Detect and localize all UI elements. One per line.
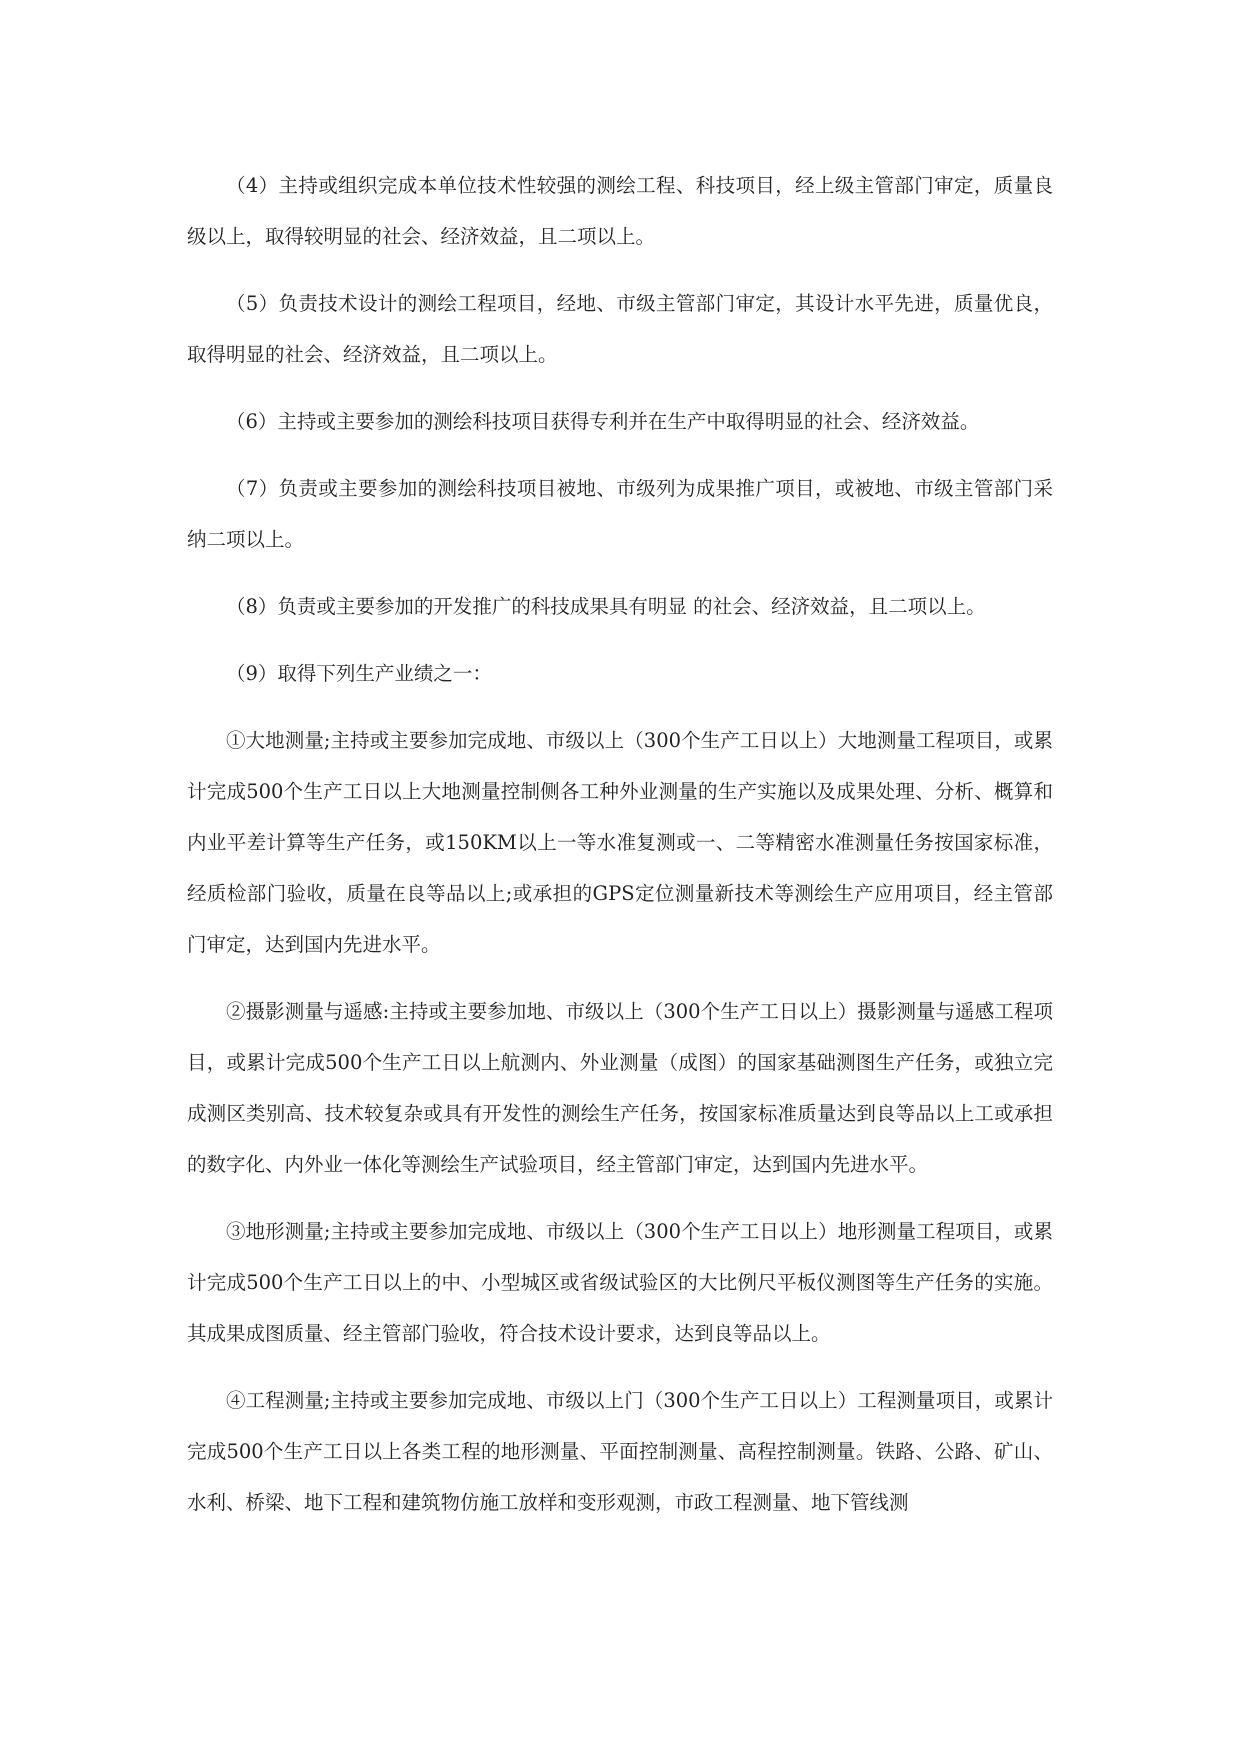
paragraph-geodetic-survey: ①大地测量;主持或主要参加完成地、市级以上（300个生产工日以上）大地测量工程项目，或累计完成500个生产工日以上大地测量控制侧各工种外业测量的生产实施以及成果处理、分析、概算和内业平差计算等生产任务，或150KM以上一等水准复测或一、二等精密水准测量任务按国家标准，经质检部门验收，质量在良等品以上;或承担的GPS定位测量新技术等测绘生产应用项目，经主管部门审定，达到国内先进水平。 [187, 729, 1053, 956]
paragraph-topographic-survey: ③地形测量;主持或主要参加完成地、市级以上（300个生产工日以上）地形测量工程项目，或累计完成500个生产工日以上的中、小型城区或省级试验区的大比例尺平板仪测图等生产任务的实施。其成果成图质量、经主管部门验收，符合技术设计要求，达到良等品以上。 [187, 1220, 1053, 1345]
paragraph-item-5: （5）负责技术设计的测绘工程项目，经地、市级主管部门审定，其设计水平先进，质量优良，取得明显的社会、经济效益，且二项以上。 [187, 292, 1053, 366]
paragraph-engineering-survey: ④工程测量;主持或主要参加完成地、市级以上门（300个生产工日以上）工程测量项目，或累计完成500个生产工日以上各类工程的地形测量、平面控制测量、高程控制测量。铁路、公路、矿山、水利、桥梁、地下工程和建筑物仿施工放样和变形观测，市政工程测量、地下管线测 [187, 1389, 1053, 1514]
document-body [187, 160, 1053, 1544]
paragraph-item-6: （6）主持或主要参加的测绘科技项目获得专利并在生产中取得明显的社会、经济效益。 [226, 410, 980, 433]
paragraph-item-4: （4）主持或组织完成本单位技术性较强的测绘工程、科技项目，经上级主管部门审定，质量良级以上，取得较明显的社会、经济效益，且二项以上。 [187, 174, 1053, 248]
paragraph-item-9: （9）取得下列生产业绩之一： [226, 662, 492, 685]
paragraph-photogrammetry: ②摄影测量与遥感:主持或主要参加地、市级以上（300个生产工日以上）摄影测量与遥感工程项目，或累计完成500个生产工日以上航测内、外业测量（成图）的国家基础测图生产任务，或独立完成测区类别高、技术较复杂或具有开发性的测绘生产任务，按国家标准质量达到良等品以上工或承担的数字化、内外业一体化等测绘生产试验项目，经主管部门审定，达到国内先进水平。 [187, 1000, 1053, 1176]
paragraph-item-8: （8）负责或主要参加的开发推广的科技成果具有明显 的社会、经济效益，且二项以上。 [226, 595, 986, 618]
paragraph-item-7: （7）负责或主要参加的测绘科技项目被地、市级列为成果推广项目，或被地、市级主管部门采纳二项以上。 [187, 477, 1053, 551]
